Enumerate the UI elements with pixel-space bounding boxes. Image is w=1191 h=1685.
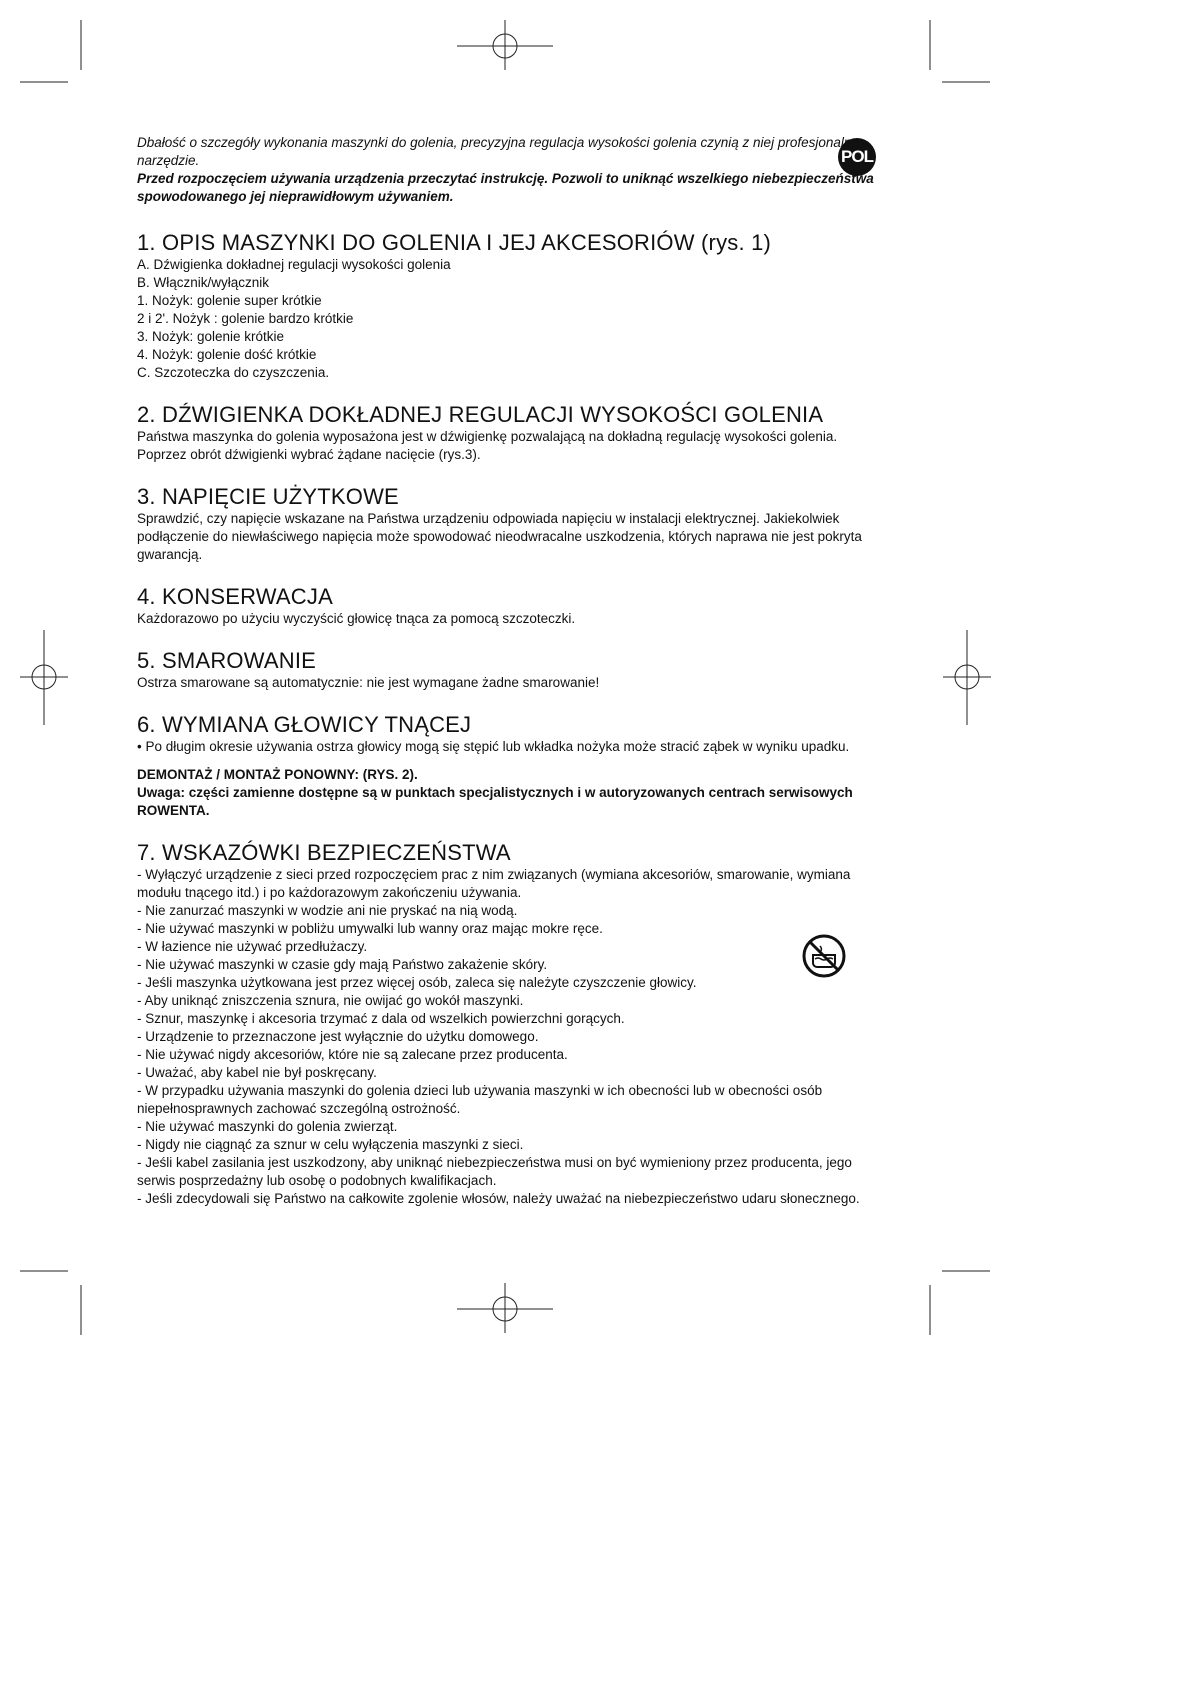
list-item: 2 i 2'. Nożyk : golenie bardzo krótkie (137, 311, 354, 326)
list-item: A. Dźwigienka dokładnej regulacji wysokości golenia (137, 257, 451, 272)
section-text: • Po długim okresie używania ostrza głowicy mogą się stępić lub wkładka nożyka może stracić ząbek w wyniku upadku. (137, 739, 850, 754)
list-item: 4. Nożyk: golenie dość krótkie (137, 347, 317, 362)
section-title: 3. NAPIĘCIE UŻYTKOWE (137, 484, 399, 509)
section-text: Każdorazowo po użyciu wyczyścić głowicę tnąca za pomocą szczoteczki. (137, 611, 576, 626)
language-badge: POL (838, 138, 876, 176)
section-title: 4. KONSERWACJA (137, 584, 333, 609)
list-item: - W łazience nie używać przedłużaczy. (137, 939, 368, 954)
list-item: - Nigdy nie ciągnąć za sznur w celu wyłączenia maszynki z sieci. (137, 1137, 524, 1152)
section-description (137, 230, 877, 382)
list-item: - Uważać, aby kabel nie był poskręcany. (137, 1065, 377, 1080)
section-voltage (137, 484, 877, 564)
section-title: 7. WSKAZÓWKI BEZPIECZEŃSTWA (137, 840, 511, 865)
intro (137, 134, 877, 206)
list-item: - Urządzenie to przeznaczone jest wyłącznie do użytku domowego. (137, 1029, 539, 1044)
parts-list (137, 256, 877, 382)
section-maintenance (137, 584, 877, 628)
list-item: - Nie używać maszynki w pobliżu umywalki lub wanny oraz mając mokre ręce. (137, 921, 603, 936)
section-title: 1. OPIS MASZYNKI DO GOLENIA I JEJ AKCESORIÓW (rys. 1) (137, 230, 772, 255)
spare-parts-note: Uwaga: części zamienne dostępne są w punktach specjalistycznych i w autoryzowanych centrach serwisowych ROWENTA. (137, 785, 853, 818)
section-text: Ostrza smarowane są automatycznie: nie jest wymagane żadne smarowanie! (137, 675, 600, 690)
list-item: - Nie używać maszynki do golenia zwierząt. (137, 1119, 398, 1134)
list-item: - Jeśli zdecydowali się Państwo na całkowite zgolenie włosów, należy uważać na niebezpieczeństwo udaru słonecznego. (137, 1191, 860, 1206)
list-item: - Jeśli kabel zasilania jest uszkodzony, aby uniknąć niebezpieczeństwa musi on być wymieniony przez producenta, jego serwis posprzedażny lub osobę o podobnych kwalifikacjach. (137, 1155, 852, 1188)
section-lever (137, 402, 877, 464)
list-item: - Nie używać nigdy akcesoriów, które nie są zalecane przez producenta. (137, 1047, 568, 1062)
disassembly-heading: DEMONTAŻ / MONTAŻ PONOWNY: (RYS. 2). (137, 767, 418, 782)
section-head-replacement (137, 712, 877, 820)
list-item: - W przypadku używania maszynki do golenia dzieci lub używania maszynki w ich obecności lub w obecności osób niepełnosprawnych zachować szczególną ostrożność. (137, 1083, 823, 1116)
safety-list (137, 866, 877, 1208)
list-item: - Sznur, maszynkę i akcesoria trzymać z dala od wszelkich powierzchni gorących. (137, 1011, 625, 1026)
intro-warning: Przed rozpoczęciem używania urządzenia przeczytać instrukcję. Pozwoli to uniknąć wszelkiego niebezpieczeństwa spowodowanego jej nieprawidłowym używaniem. (137, 171, 874, 204)
section-text: Państwa maszynka do golenia wyposażona jest w dźwigienkę pozwalającą na dokładną regulację wysokości golenia. Poprzez obrót dźwigienki wybrać żądane nacięcie (rys.3). (137, 429, 838, 462)
list-item: - Nie zanurzać maszynki w wodzie ani nie pryskać na nią wodą. (137, 903, 518, 918)
list-item: - Wyłączyć urządzenie z sieci przed rozpoczęciem prac z nim związanych (wymiana akcesoriów, smarowanie, wymiana modułu tnącego itd.) i po każdorazowym zakończeniu używania. (137, 867, 851, 900)
list-item: - Aby uniknąć zniszczenia sznura, nie owijać go wokół maszynki. (137, 993, 524, 1008)
list-item: - Nie używać maszynki w czasie gdy mają Państwo zakażenie skóry. (137, 957, 548, 972)
manual-page (137, 134, 877, 1208)
list-item: 1. Nożyk: golenie super krótkie (137, 293, 322, 308)
section-safety (137, 840, 877, 1208)
intro-text: Dbałość o szczegóły wykonania maszynki do golenia, precyzyjna regulacja wysokości golenia czynią z niej profesjonalne narzędzie. (137, 135, 859, 168)
section-title: 5. SMAROWANIE (137, 648, 317, 673)
section-title: 6. WYMIANA GŁOWICY TNĄCEJ (137, 712, 472, 737)
list-item: - Jeśli maszynka użytkowana jest przez więcej osób, zaleca się należyte czyszczenie głowicy. (137, 975, 697, 990)
section-text: Sprawdzić, czy napięcie wskazane na Państwa urządzeniu odpowiada napięciu w instalacji elektrycznej. Jakiekolwiek podłączenie do niewłaściwego napięcia może spowodować nieodwracalne uszkodzenia, których naprawa nie jest pokryta gwarancją. (137, 511, 862, 562)
list-item: B. Włącznik/wyłącznik (137, 275, 270, 290)
list-item: 3. Nożyk: golenie krótkie (137, 329, 285, 344)
section-title: 2. DŹWIGIENKA DOKŁADNEJ REGULACJI WYSOKOŚCI GOLENIA (137, 402, 824, 427)
list-item: C. Szczoteczka do czyszczenia. (137, 365, 330, 380)
section-lubrication (137, 648, 877, 692)
